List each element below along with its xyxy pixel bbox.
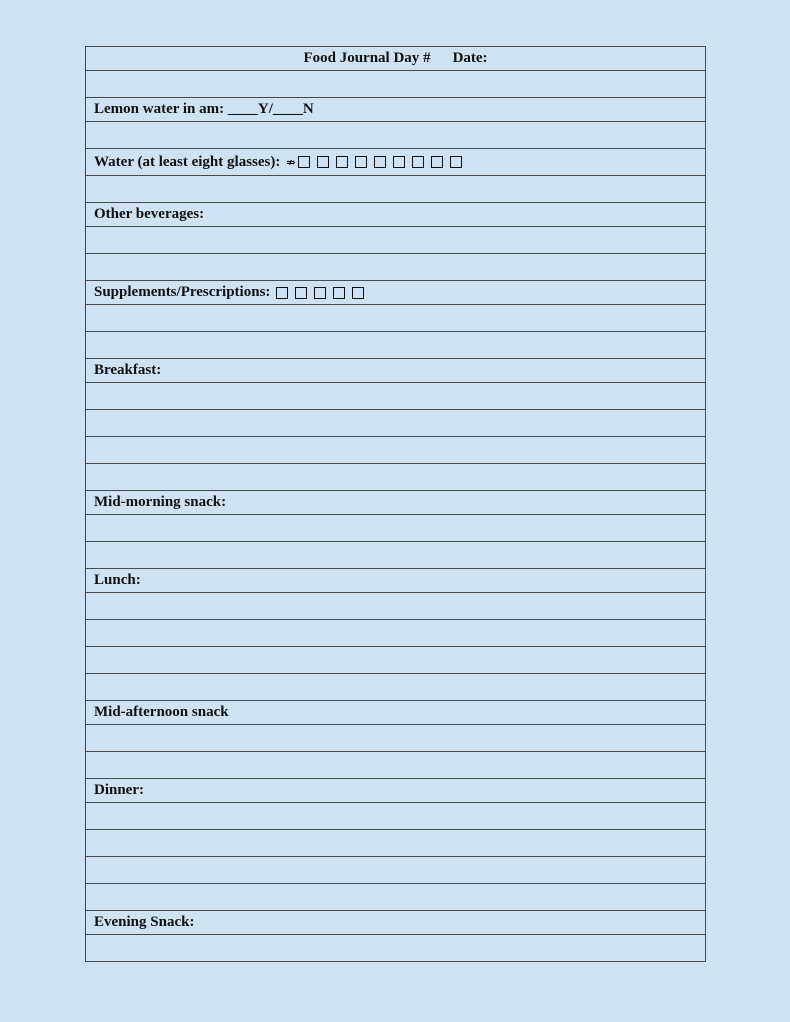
date-label: Date:: [452, 50, 488, 66]
blank-line[interactable]: [86, 857, 705, 884]
water-row: [86, 149, 705, 176]
blank-line[interactable]: [86, 620, 705, 647]
water-glass-checkbox[interactable]: [317, 156, 329, 168]
blank-line[interactable]: [86, 410, 705, 437]
water-glass-checkbox[interactable]: [412, 156, 424, 168]
blank-line[interactable]: [86, 332, 705, 359]
lunch-label: Lunch:: [94, 572, 141, 588]
breakfast-row: [86, 359, 705, 383]
supplement-checkbox[interactable]: [333, 287, 345, 299]
water-glass-checkbox[interactable]: [450, 156, 462, 168]
blank-line[interactable]: [86, 227, 705, 254]
blank-line[interactable]: [86, 176, 705, 203]
blank-line[interactable]: [86, 935, 705, 962]
water-glass-checkbox[interactable]: [374, 156, 386, 168]
mid-afternoon-snack-label: Mid-afternoon snack: [94, 704, 229, 720]
evening-snack-row: [86, 911, 705, 935]
blank-line[interactable]: [86, 674, 705, 701]
food-journal-table: [85, 46, 706, 962]
lemon-water-row: [86, 98, 705, 122]
evening-snack-label: Evening Snack:: [94, 914, 195, 930]
supplements-label: Supplements/Prescriptions:: [94, 284, 271, 300]
supplement-checkbox[interactable]: [295, 287, 307, 299]
title-row: [86, 47, 705, 71]
water-glass-checkbox[interactable]: [336, 156, 348, 168]
supplement-checkboxes: [276, 287, 371, 299]
blank-line[interactable]: [86, 122, 705, 149]
mid-morning-snack-label: Mid-morning snack:: [94, 494, 227, 510]
water-glass-checkbox[interactable]: [431, 156, 443, 168]
arrow-icon: ⇏: [286, 156, 296, 169]
water-glass-checkbox[interactable]: [355, 156, 367, 168]
mid-afternoon-snack-row: [86, 701, 705, 725]
blank-line[interactable]: [86, 254, 705, 281]
blank-line[interactable]: [86, 464, 705, 491]
supplement-checkbox[interactable]: [276, 287, 288, 299]
blank-line[interactable]: [86, 647, 705, 674]
supplement-checkbox[interactable]: [352, 287, 364, 299]
blank-line[interactable]: [86, 593, 705, 620]
water-label: Water (at least eight glasses):: [94, 153, 281, 170]
lemon-water-label: Lemon water in am: ____Y/____N: [94, 101, 314, 117]
blank-line[interactable]: [86, 542, 705, 569]
other-beverages-label: Other beverages:: [94, 206, 205, 222]
breakfast-label: Breakfast:: [94, 362, 162, 378]
blank-line[interactable]: [86, 437, 705, 464]
blank-line[interactable]: [86, 71, 705, 98]
dinner-label: Dinner:: [94, 782, 144, 798]
blank-line[interactable]: [86, 515, 705, 542]
water-glass-checkbox[interactable]: [393, 156, 405, 168]
mid-morning-snack-row: [86, 491, 705, 515]
blank-line[interactable]: [86, 884, 705, 911]
dinner-row: [86, 779, 705, 803]
blank-line[interactable]: [86, 803, 705, 830]
water-checkboxes: [286, 156, 468, 169]
journal-title: Food Journal Day #: [303, 50, 431, 66]
blank-line[interactable]: [86, 830, 705, 857]
water-glass-checkbox[interactable]: [298, 156, 310, 168]
blank-line[interactable]: [86, 305, 705, 332]
other-beverages-row: [86, 203, 705, 227]
supplement-checkbox[interactable]: [314, 287, 326, 299]
lunch-row: [86, 569, 705, 593]
supplements-row: [86, 281, 705, 305]
blank-line[interactable]: [86, 383, 705, 410]
blank-line[interactable]: [86, 752, 705, 779]
blank-line[interactable]: [86, 725, 705, 752]
